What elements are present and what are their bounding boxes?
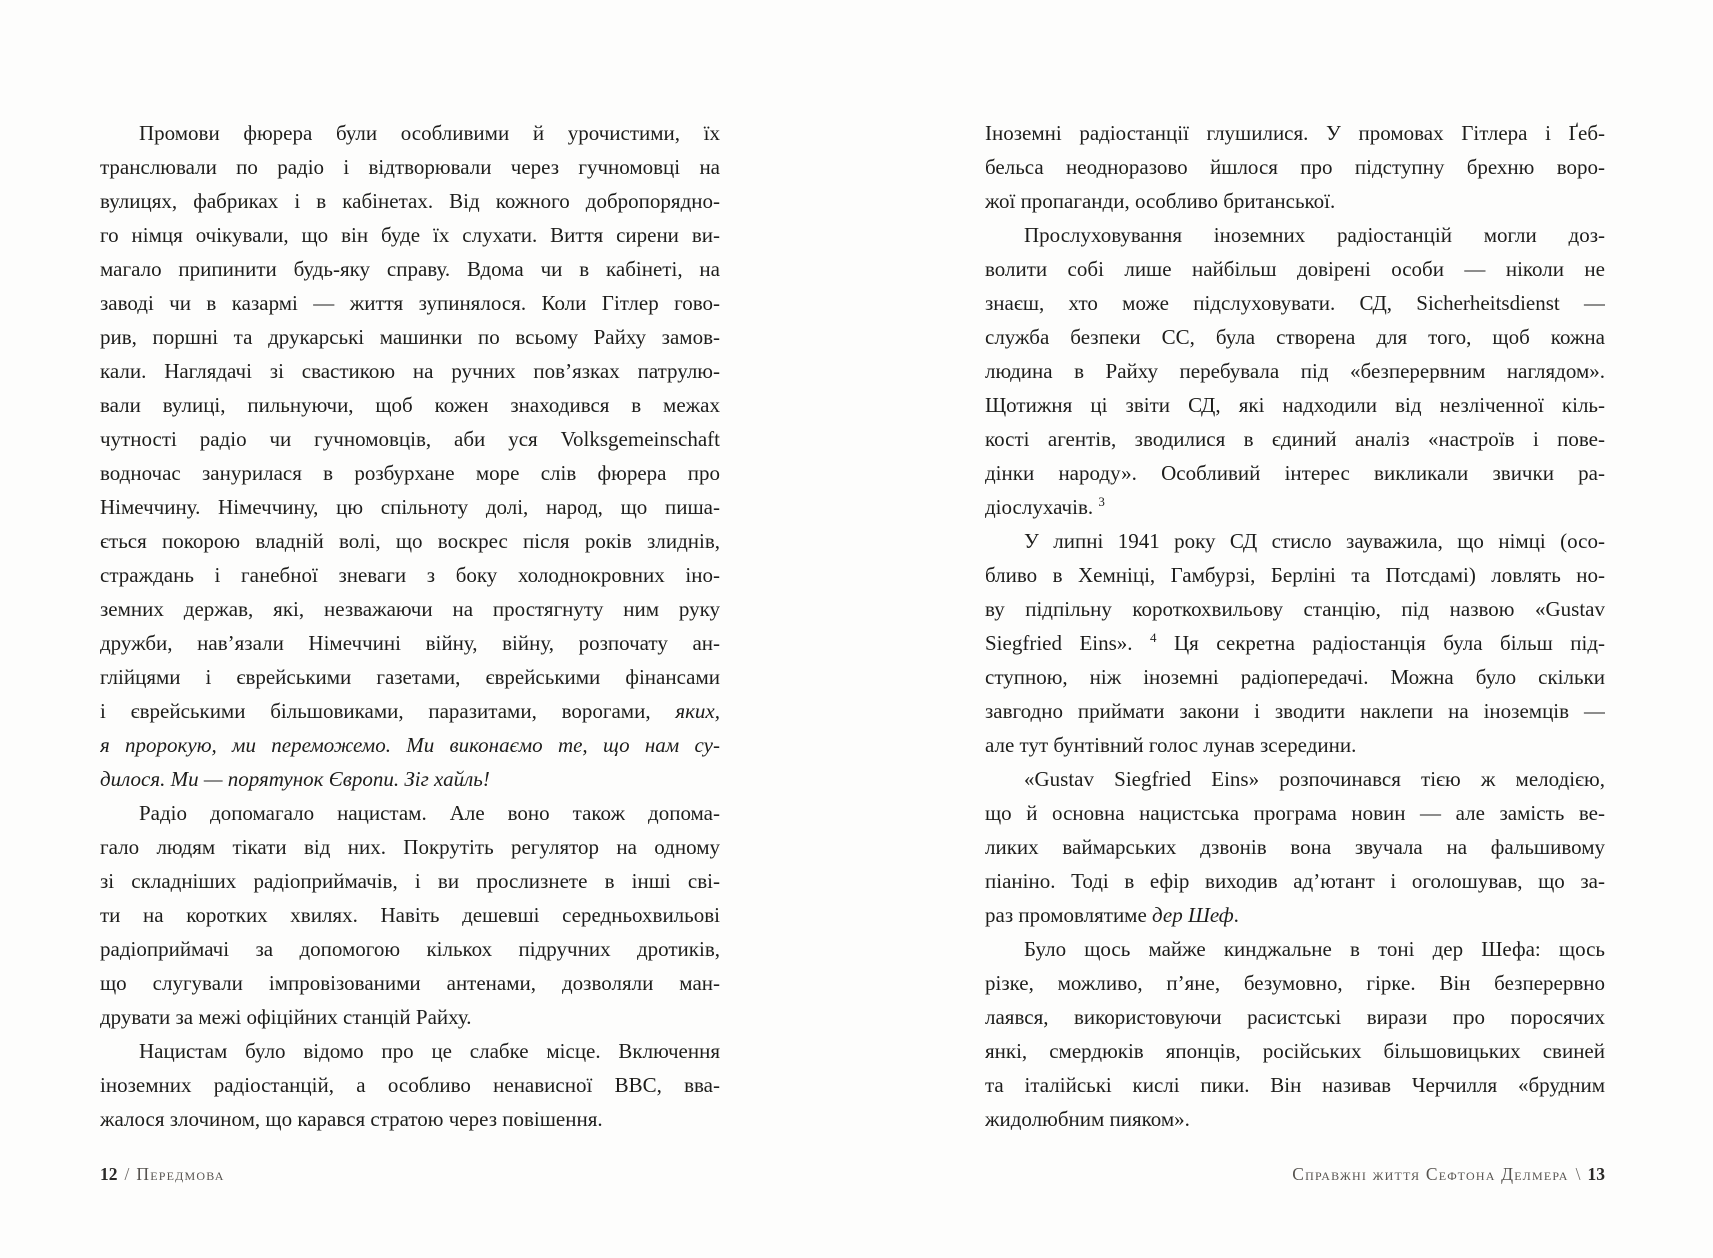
text-segment: янкі, смердюків японців, російських більшовицьких свиней (985, 1039, 1605, 1063)
text-line (985, 898, 1605, 932)
text-segment: вулицях, фабриках і в кабінетах. Від кожного добропорядно- (100, 189, 720, 213)
text-line (985, 762, 1605, 796)
text-line (100, 184, 720, 218)
text-line (985, 490, 1605, 524)
text-segment: але тут бунтівний голос лунав зсередини. (985, 733, 1357, 757)
footer-separator: / (124, 1164, 130, 1184)
text-line (985, 830, 1605, 864)
text-line (100, 388, 720, 422)
text-segment: раз промовлятиме (985, 903, 1153, 927)
text-line (100, 864, 720, 898)
text-segment: рив, поршні та друкарські машинки по всьому Райху замов- (100, 325, 720, 349)
text-line (100, 966, 720, 1000)
text-segment: ву підпільну короткохвильову станцію, під назвою «Gustav (985, 597, 1605, 621)
text-segment: го німця очікували, що він буде їх слухати. Виття сирени ви- (100, 223, 720, 247)
text-line (100, 626, 720, 660)
text-segment-italic: я пророкую, ми переможемо. Ми виконаємо те, що нам су- (100, 733, 720, 757)
text-line (100, 1000, 720, 1034)
text-line (100, 796, 720, 830)
text-line (100, 1034, 720, 1068)
footnote-marker: 3 (1098, 494, 1105, 509)
paragraph (985, 116, 1605, 218)
text-segment: кості агентів, зводилися в єдиний аналіз «настроїв і пове- (985, 427, 1605, 451)
left-page (100, 116, 720, 1136)
text-line (100, 762, 720, 796)
section-title: Передмова (136, 1164, 225, 1184)
text-line (100, 728, 720, 762)
text-line (985, 150, 1605, 184)
text-line (100, 150, 720, 184)
text-segment: Нацистам було відомо про це слабке місце. Включення (139, 1039, 720, 1063)
text-segment: що слугували імпровізованими антенами, дозволяли ман- (100, 971, 720, 995)
text-segment: Іноземні радіостанції глушилися. У промовах Гітлера і Ґеб- (985, 121, 1605, 145)
text-segment: бельса неодноразово йшлося про підступну брехню воро- (985, 155, 1605, 179)
text-line (100, 830, 720, 864)
text-segment: і єврейськими більшовиками, паразитами, ворогами, (100, 699, 676, 723)
text-line (985, 864, 1605, 898)
text-line (100, 286, 720, 320)
text-line (985, 286, 1605, 320)
text-line (985, 966, 1605, 1000)
text-line (985, 354, 1605, 388)
text-line (100, 660, 720, 694)
text-segment: заводі чи в казармі — життя зупинялося. Коли Гітлер гово- (100, 291, 720, 315)
text-line (985, 1102, 1605, 1136)
text-line (100, 524, 720, 558)
left-page-footer (100, 1162, 720, 1186)
text-line (985, 320, 1605, 354)
text-line (985, 728, 1605, 762)
text-segment: що й основна нацистська програма новин — але замість ве- (985, 801, 1605, 825)
text-segment: радіоприймачі за допомогою кількох підручних дротиків, (100, 937, 720, 961)
text-segment: Радіо допомагало нацистам. Але воно також допома- (139, 801, 720, 825)
text-line (985, 558, 1605, 592)
text-segment: . (1233, 903, 1239, 927)
text-line (985, 252, 1605, 286)
text-line (985, 524, 1605, 558)
text-segment: Було щось майже кинджальне в тоні дер Шефа: щось (1024, 937, 1605, 961)
text-segment: жалося злочином, що карався стратою через повішення. (100, 1107, 603, 1131)
book-title: Справжні життя Сефтона Делмера (1292, 1164, 1569, 1184)
text-line (100, 1102, 720, 1136)
text-line (100, 422, 720, 456)
text-line (985, 456, 1605, 490)
text-line (100, 456, 720, 490)
text-segment: ступною, ніж іноземні радіопередачі. Можна було скільки (985, 665, 1605, 689)
text-segment: чутності радіо чи гучномовців, аби уся Volksgemeinschaft (100, 427, 720, 451)
text-segment: служба безпеки СС, була створена для того, щоб кожна (985, 325, 1605, 349)
text-segment: У липні 1941 року СД стисло зауважила, що німці (осо- (1024, 529, 1605, 553)
paragraph (985, 932, 1605, 1136)
text-line (100, 218, 720, 252)
text-line (985, 218, 1605, 252)
text-segment: волити собі лише найбільш довірені особи — ніколи не (985, 257, 1605, 281)
text-segment: друвати за межі офіційних станцій Райху. (100, 1005, 472, 1029)
text-segment: лаявся, використовуючи расистські вирази про поросячих (985, 1005, 1605, 1029)
text-segment: «Gustav Siegfried Eins» розпочинався тією ж мелодією, (1024, 767, 1605, 791)
text-segment: піаніно. Тоді в ефір виходив ад’ютант і оголошував, що за- (985, 869, 1605, 893)
paragraph (100, 796, 720, 1034)
right-page (985, 116, 1605, 1136)
text-segment: дінки народу». Особливий інтерес викликали звички ра- (985, 461, 1605, 485)
paragraph (985, 762, 1605, 932)
text-line (985, 660, 1605, 694)
text-segment: гало людям тікати від них. Покрутіть регулятор на одному (100, 835, 720, 859)
text-segment: жидолюбним пияком». (985, 1107, 1190, 1131)
text-segment: знаєш, хто може підслуховувати. СД, Sicherheitsdienst — (985, 291, 1605, 315)
text-segment: кали. Наглядачі зі свастикою на ручних пов’язках патрулю- (100, 359, 720, 383)
text-line (985, 388, 1605, 422)
text-line (985, 626, 1605, 660)
text-segment: Прослуховування іноземних радіостанцій могли доз- (1024, 223, 1605, 247)
text-segment-italic: яких, (675, 699, 720, 723)
text-segment: ється покорою владній волі, що воскрес після років злиднів, (100, 529, 720, 553)
text-segment: магало припинити будь-яку справу. Вдома чи в кабінеті, на (100, 257, 720, 281)
text-segment: страждань і ганебної зневаги з боку холоднокровних іно- (100, 563, 720, 587)
paragraph (985, 524, 1605, 762)
text-line (985, 1034, 1605, 1068)
text-line (100, 592, 720, 626)
text-segment: Siegfried Eins». (985, 631, 1151, 655)
text-segment: глійцями і єврейськими газетами, єврейськими фінансами (100, 665, 720, 689)
text-segment: Промови фюрера були особливими й урочистими, їх (139, 121, 720, 145)
text-line (100, 558, 720, 592)
text-line (985, 422, 1605, 456)
text-segment: Ця секретна радіостанція була більш під- (1156, 631, 1605, 655)
text-segment: людина в Райху перебувала під «безперервним наглядом». (985, 359, 1605, 383)
text-segment: та італійські кислі пики. Він називав Черчилля «брудним (985, 1073, 1605, 1097)
footnote-marker: 4 (1150, 630, 1157, 645)
text-segment: жої пропаганди, особливо британської. (985, 189, 1336, 213)
text-line (100, 354, 720, 388)
text-line (100, 490, 720, 524)
footer-separator: \ (1575, 1164, 1581, 1184)
left-page-number: 12 (100, 1164, 118, 1184)
right-page-number: 13 (1587, 1164, 1605, 1184)
paragraph (100, 116, 720, 796)
text-segment: транслювали по радіо і відтворювали через гучномовці на (100, 155, 720, 179)
paragraph (985, 218, 1605, 524)
text-line (985, 184, 1605, 218)
text-segment: Щотижня ці звіти СД, які надходили від незліченної кіль- (985, 393, 1605, 417)
paragraph (100, 1034, 720, 1136)
text-segment: зі складніших радіоприймачів, і ви прослизнете в інші сві- (100, 869, 720, 893)
text-line (100, 320, 720, 354)
text-segment: ликих ваймарських дзвонів вона звучала на фальшивому (985, 835, 1605, 859)
text-segment: діослухачів. (985, 495, 1099, 519)
text-segment-italic: дер Шеф (1152, 903, 1234, 927)
text-segment: земних держав, які, незважаючи на простягнуту ним руку (100, 597, 720, 621)
text-segment: ти на коротких хвилях. Навіть дешевші середньохвильові (100, 903, 720, 927)
text-line (985, 694, 1605, 728)
text-line (985, 592, 1605, 626)
text-segment: Німеччину. Німеччину, цю спільноту долі, народ, що пиша- (100, 495, 720, 519)
text-segment: завгодно приймати закони і зводити наклепи на іноземців — (985, 699, 1605, 723)
text-segment: дружби, нав’язали Німеччині війну, війну, розпочату ан- (100, 631, 720, 655)
text-line (985, 1068, 1605, 1102)
text-line (100, 898, 720, 932)
text-line (100, 252, 720, 286)
text-segment: водночас занурилася в розбурхане море слів фюрера про (100, 461, 720, 485)
text-line (985, 1000, 1605, 1034)
text-segment-italic: дилося. Ми — порятунок Європи. Зіг хайль! (100, 767, 490, 791)
text-line (100, 116, 720, 150)
text-line (100, 1068, 720, 1102)
text-line (100, 932, 720, 966)
text-segment: бливо в Хемніці, Гамбурзі, Берліні та Потсдамі) ловлять но- (985, 563, 1605, 587)
text-segment: вали вулиці, пильнуючи, щоб кожен знаходився в межах (100, 393, 720, 417)
text-line (985, 116, 1605, 150)
right-page-footer (985, 1162, 1605, 1186)
text-segment: різке, можливо, п’яне, безумовно, гірке. Він безперервно (985, 971, 1605, 995)
text-line (985, 796, 1605, 830)
text-line (100, 694, 720, 728)
text-segment: іноземних радіостанцій, а особливо ненависної ВВС, вва- (100, 1073, 720, 1097)
text-line (985, 932, 1605, 966)
